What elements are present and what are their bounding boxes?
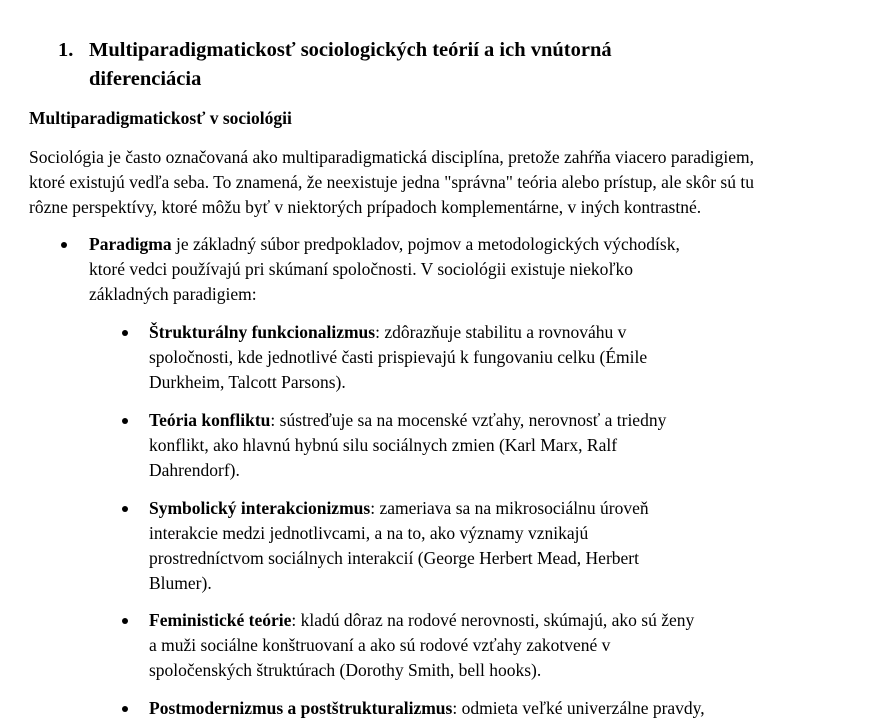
- list-item: [149, 496, 849, 596]
- bullet-icon: [122, 418, 128, 424]
- paradigm-list-item: [89, 232, 849, 307]
- list-item: [149, 696, 849, 721]
- list-item-term: Symbolický interakcionizmus: [149, 498, 371, 518]
- intro-line-3: rôzne perspektívy, ktoré môžu byť v niektorých prípadoch komplementárne, v iných kontrastné.: [29, 197, 702, 217]
- paradigm-term: Paradigma: [89, 234, 172, 254]
- list-item-line-3: spoločenských štruktúrach (Dorothy Smith, bell hooks).: [149, 660, 542, 680]
- bullet-icon: [122, 506, 128, 512]
- list-item-line-2: a muži sociálne konštruovaní a ako sú rodové vzťahy zakotvené v: [149, 635, 611, 655]
- list-item: [149, 320, 849, 395]
- bullet-icon: [61, 242, 67, 248]
- paradigm-line-3: základných paradigiem:: [89, 284, 257, 304]
- list-item-line-1: [149, 496, 849, 521]
- list-item-line-1: [149, 408, 849, 433]
- list-item-term: Feministické teórie: [149, 610, 292, 630]
- subheading: Multiparadigmatickosť v sociológii: [29, 108, 292, 128]
- list-item-line-1-rest: : zdôrazňuje stabilitu a rovnováhu v: [375, 322, 627, 342]
- list-item-line-1: [149, 696, 849, 721]
- list-item-line-4: Blumer).: [149, 573, 212, 593]
- section-title-line-2: diferenciácia: [89, 68, 202, 90]
- section-number: 1.: [58, 39, 74, 61]
- list-item-line-2: interakcie medzi jednotlivcami, a na to, ako významy vznikajú: [149, 523, 589, 543]
- list-item: [149, 408, 849, 483]
- list-item-line-1-rest: : sústreďuje sa na mocenské vzťahy, nerovnosť a triedny: [270, 410, 667, 430]
- list-item-line-3: Durkheim, Talcott Parsons).: [149, 372, 346, 392]
- list-item-line-1: [149, 320, 849, 345]
- bullet-icon: [122, 706, 128, 712]
- list-item-line-1: [149, 608, 849, 633]
- list-item-line-3: prostredníctvom sociálnych interakcií (George Herbert Mead, Herbert: [149, 548, 639, 568]
- list-item-line-1-rest: : kladú dôraz na rodové nerovnosti, skúmajú, ako sú ženy: [291, 610, 695, 630]
- intro-paragraph: [29, 145, 869, 220]
- list-item-line-2: spoločnosti, kde jednotlivé časti prispievajú k fungovaniu celku (Émile: [149, 347, 648, 367]
- intro-line-1: Sociológia je často označovaná ako multiparadigmatická disciplína, pretože zahŕňa viacero paradigiem,: [29, 147, 754, 167]
- list-item-term: Teória konfliktu: [149, 410, 271, 430]
- bullet-icon: [122, 330, 128, 336]
- paradigm-line-2: ktoré vedci používajú pri skúmaní spoločnosti. V sociológii existuje niekoľko: [89, 259, 634, 279]
- intro-line-2: ktoré existujú vedľa seba. To znamená, že neexistuje jedna "správna" teória alebo prístup, ale skôr sú tu: [29, 172, 754, 192]
- bullet-icon: [122, 618, 128, 624]
- section-title: [89, 36, 709, 94]
- section-heading: [58, 36, 758, 94]
- list-item-term: Postmodernizmus a postštrukturalizmus: [149, 698, 453, 718]
- list-item-line-2: konflikt, ako hlavnú hybnú silu sociálnych zmien (Karl Marx, Ralf: [149, 435, 618, 455]
- list-item-line-1-rest: : odmieta veľké univerzálne pravdy,: [452, 698, 705, 718]
- list-item-term: Štrukturálny funkcionalizmus: [149, 322, 376, 342]
- list-item-line-1-rest: : zameriava sa na mikrosociálnu úroveň: [370, 498, 649, 518]
- paradigm-line-1-rest: je základný súbor predpokladov, pojmov a metodologických východísk,: [171, 234, 680, 254]
- list-item: [149, 608, 849, 683]
- paradigm-line-1: [89, 232, 849, 257]
- list-item-line-3: Dahrendorf).: [149, 460, 240, 480]
- section-title-line-1: Multiparadigmatickosť sociologických teórií a ich vnútorná: [89, 39, 612, 61]
